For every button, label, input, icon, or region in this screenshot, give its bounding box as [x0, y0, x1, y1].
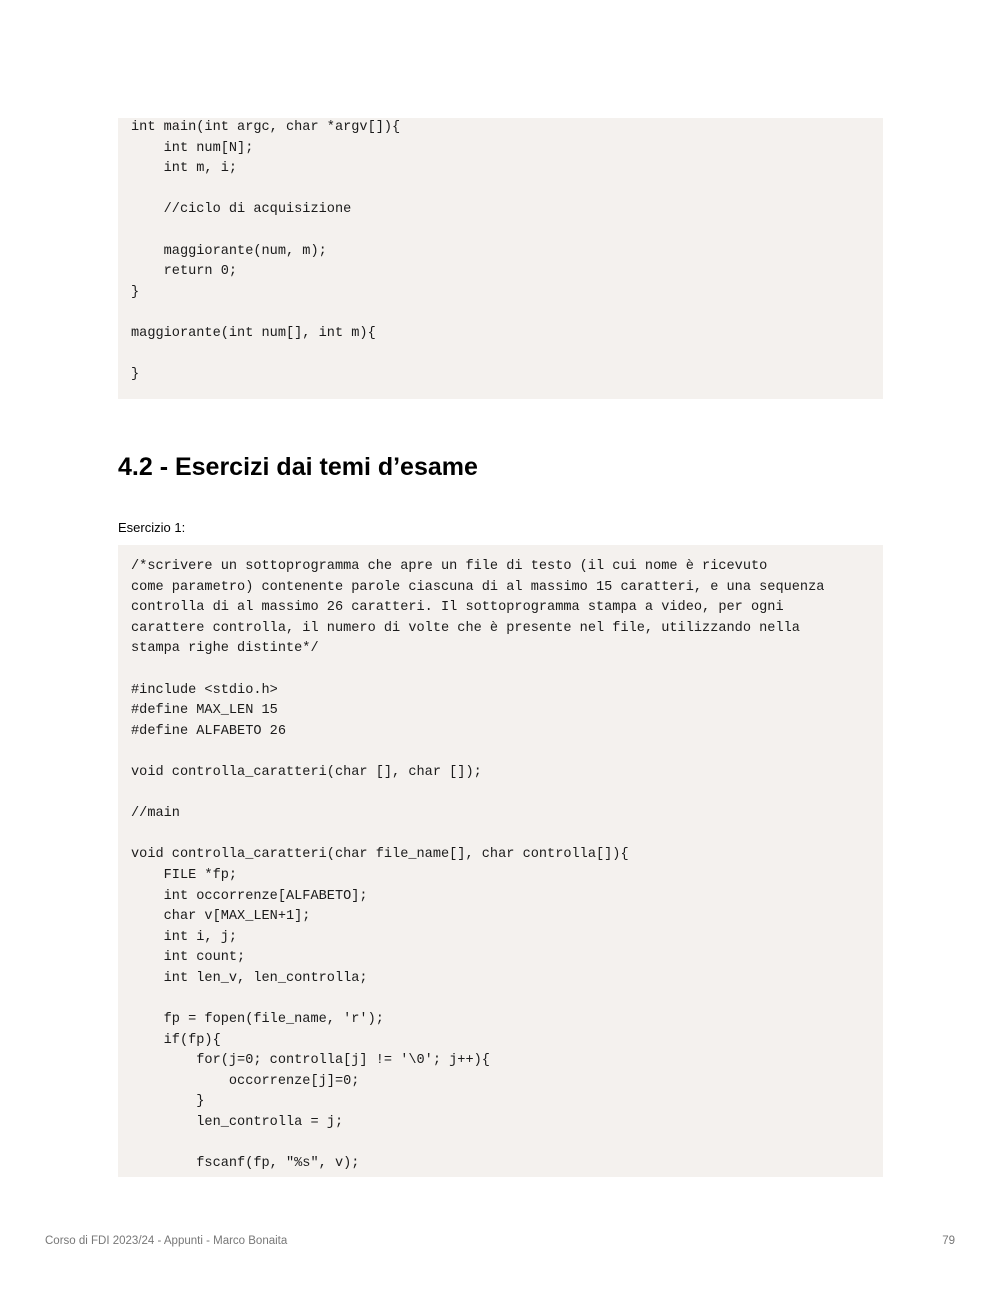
code-line: int occorrenze[ALFABETO];	[131, 888, 368, 904]
code-block-main	[118, 118, 883, 399]
code-line: #include <stdio.h>	[131, 682, 278, 698]
code-line: int len_v, len_controlla;	[131, 970, 368, 986]
code-line	[131, 825, 883, 846]
code-line: stampa righe distinte*/	[131, 641, 319, 657]
code-line: carattere controlla, il numero di volte che è presente nel file, utilizzando nella	[131, 620, 800, 636]
code-line	[131, 221, 883, 242]
code-line: for(j=0; controlla[j] != '\0'; j++){	[131, 1053, 490, 1069]
code-line: fp = fopen(file_name, 'r');	[131, 1012, 384, 1028]
code-line: int i, j;	[131, 929, 238, 945]
exercise-label: Esercizio 1:	[118, 520, 186, 535]
code-line: #define ALFABETO 26	[131, 723, 286, 739]
code-line: len_controlla = j;	[131, 1115, 344, 1131]
code-line: int main(int argc, char *argv[]){	[131, 120, 401, 135]
code-line: /*scrivere un sottoprogramma che apre un file di testo (il cui nome è ricevuto	[131, 559, 768, 574]
code-line	[131, 989, 883, 1010]
code-line	[131, 1134, 883, 1155]
code-line: }	[131, 1094, 205, 1110]
code-line: }	[131, 367, 140, 383]
code-line: controlla di al massimo 26 caratteri. Il sottoprogramma stampa a video, per ogni	[131, 600, 784, 616]
footer-course-info: Corso di FDI 2023/24 - Appunti - Marco Bonaita	[45, 1235, 288, 1247]
code-line: void controlla_caratteri(char file_name[], char controlla[]){	[131, 847, 629, 863]
code-line: char v[MAX_LEN+1];	[131, 909, 311, 925]
code-line: //main	[131, 806, 180, 822]
code-line: come parametro) contenente parole ciascuna di al massimo 15 caratteri, e una sequenza	[131, 579, 825, 595]
code-line: if(fp){	[131, 1032, 221, 1048]
code-line: int num[N];	[131, 140, 254, 156]
code-line	[131, 180, 883, 201]
code-line: void controlla_caratteri(char [], char []);	[131, 764, 482, 780]
code-line: maggiorante(num, m);	[131, 243, 327, 259]
code-line: int m, i;	[131, 161, 238, 177]
code-line: FILE *fp;	[131, 867, 238, 883]
code-line	[131, 303, 883, 324]
code-line: return 0;	[131, 264, 238, 280]
code-line: #define MAX_LEN 15	[131, 703, 278, 719]
code-line: }	[131, 284, 140, 300]
code-line	[131, 742, 883, 763]
code-line: //ciclo di acquisizione	[131, 202, 352, 218]
code-line	[131, 784, 883, 805]
code-line: maggiorante(int num[], int m){	[131, 325, 376, 341]
code-block-exercise-1	[118, 545, 883, 1177]
code-line: fscanf(fp, "%s", v);	[131, 1156, 360, 1172]
section-heading: 4.2 - Esercizi dai temi d’esame	[118, 453, 478, 481]
code-line	[131, 345, 883, 366]
code-line: occorrenze[j]=0;	[131, 1073, 360, 1089]
code-line	[131, 660, 883, 681]
footer-page-number: 79	[942, 1235, 955, 1247]
code-line: int count;	[131, 950, 246, 966]
